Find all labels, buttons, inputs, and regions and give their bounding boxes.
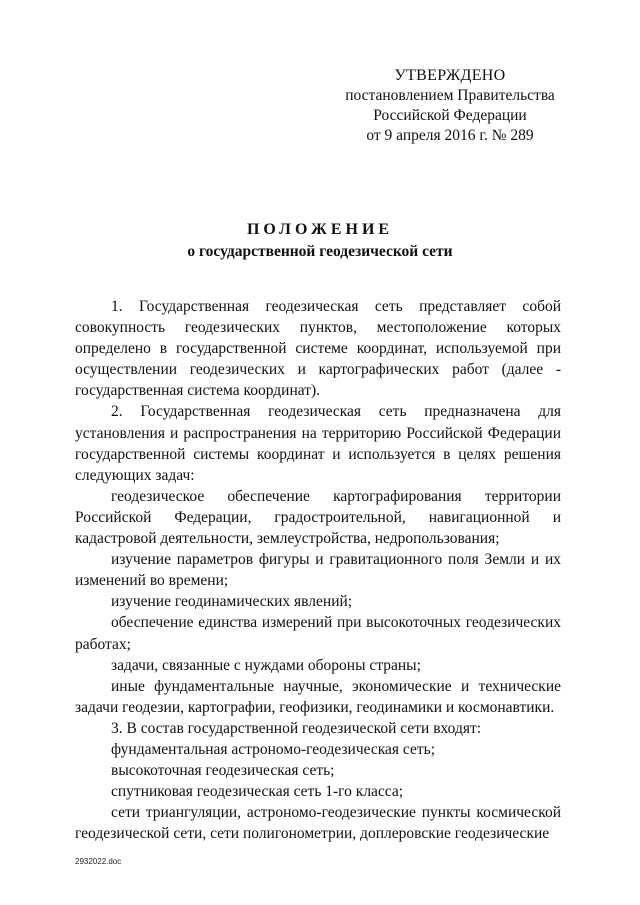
- document-title: ПОЛОЖЕНИЕ: [246, 221, 394, 238]
- paragraph: 3. В состав государственной геодезической сети входят:: [111, 719, 482, 737]
- paragraph: фундаментальная астрономо-геодезическая сеть;: [111, 740, 436, 758]
- paragraph: 1. Государственная геодезическая сеть представляет собой совокупность геодезических пунктов, местоположение которых определено в государственной системе координат, используемой при осуществлении геодезических и картографических работ (далее - государственная система координат).: [75, 298, 561, 400]
- paragraph: сети триангуляции, астрономо-геодезические пункты космической геодезической сети, сети полигонометрии, доплеровские геодезические: [75, 804, 561, 843]
- approval-heading: УТВЕРЖДЕНО: [394, 67, 506, 84]
- paragraph: задачи, связанные с нуждами обороны страны;: [111, 656, 421, 674]
- paragraph: высокоточная геодезическая сеть;: [111, 762, 335, 780]
- paragraph: спутниковая геодезическая сеть 1-го класса;: [111, 783, 404, 801]
- approval-stamp: [300, 66, 600, 146]
- paragraph: изучение геодинамических явлений;: [111, 593, 353, 611]
- paragraph: иные фундаментальные научные, экономические и технические задачи геодезии, картографии, геофизики, геодинамики и космонавтики.: [75, 677, 561, 716]
- paragraph: 2. Государственная геодезическая сеть предназначена для установления и распространения на территорию Российской Федерации государственной системы координат и используется в целях решения следующих задач:: [75, 403, 561, 484]
- document-body: [75, 296, 561, 844]
- file-name-footer: 2932022.doc: [75, 857, 122, 866]
- paragraph: обеспечение единства измерений при высокоточных геодезических работах;: [75, 614, 561, 653]
- paragraph: изучение параметров фигуры и гравитационного поля Земли и их изменений во времени;: [75, 551, 561, 590]
- approval-line: постановлением Правительства: [345, 87, 555, 104]
- document-subtitle: о государственной геодезической сети: [187, 243, 453, 260]
- approval-line: от 9 апреля 2016 г. № 289: [366, 127, 534, 144]
- paragraph: геодезическое обеспечение картографирования территории Российской Федерации, градостроительной, навигационной и кадастровой деятельности, землеустройства, недропользования;: [75, 487, 561, 548]
- approval-line: Российской Федерации: [373, 107, 527, 124]
